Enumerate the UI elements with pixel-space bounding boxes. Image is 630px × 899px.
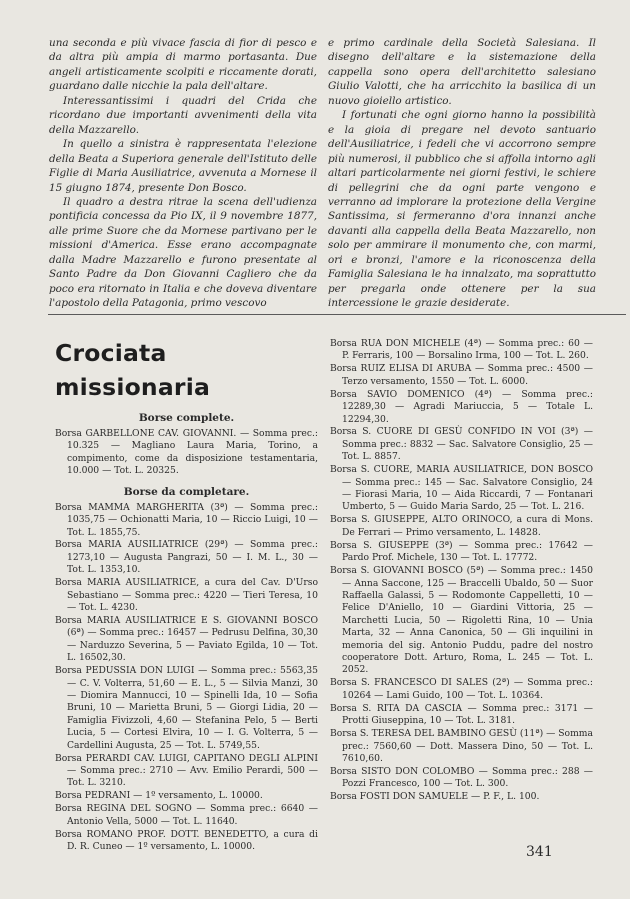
article-continuation-left (49, 36, 317, 311)
section-title: Crociata missionaria (55, 339, 211, 401)
article-paragraph: In quello a sinistra è rappresentata l'elezione della Beata a Superiora generale dell'Istituto delle Figlie di Maria Ausiliatrice, avvenuta a Mornese il 15 giugno 1874, presente Don Bosco. (49, 138, 317, 194)
borsa-entry: Borsa PERARDI CAV. LUIGI, CAPITANO DEGLI ALPINI — Somma prec.: 2710 — Avv. Emilio Perardi, 500 — Tot. L. 3210. (55, 752, 318, 789)
borsa-entry: Borsa S. FRANCESCO DI SALES (2ª) — Somma prec.: 10264 — Lami Guido, 100 — Tot. L. 10364. (330, 677, 593, 701)
section-divider (48, 314, 626, 315)
borsa-entry: Borsa REGINA DEL SOGNO — Somma prec.: 6640 — Antonio Vella, 5000 — Tot. L. 11640. (55, 803, 318, 827)
borsa-entry: Borsa FOSTI DON SAMUELE — P. F., L. 100. (330, 791, 540, 803)
borsa-entry: Borsa S. TERESA DEL BAMBINO GESÙ (11ª) — Somma prec.: 7560,60 — Dott. Massera Dino, 50 — Tot. L. 7610,60. (330, 728, 593, 764)
article-paragraph: I fortunati che ogni giorno hanno la possibilità e la gioia di pregare nel devoto santuario dell'Ausiliatrice, i fedeli che vi accorrono sempre più numerosi, il pubblico che si affolla intorno agli altari particolarmente nei giorni festivi, le schiere di pellegrini che da ogni parte vengono e verranno ad implorare la protezione della Vergine Santissima, si fermeranno d'ora innanzi anche davanti alla cappella della Beata Mazzarello, non solo per ammirare il monumento che, con marmi, ori e bronzi, l'amore e la riconoscenza della Famiglia Salesiana le ha innalzato, ma soprattutto per pregarla onde ottenere per la sua intercessione le grazie desiderate. (328, 109, 596, 310)
borsa-entry: Borsa S. GIUSEPPE (3ª) — Somma prec.: 17642 — Pardo Prof. Michele, 130 — Tot. L. 17772. (330, 539, 593, 564)
borsa-entry: Borsa SAVIO DOMENICO (4ª) — Somma prec.: 12289,30 — Agradi Mariuccia, 5 — Totale L. 12294,30. (330, 388, 593, 425)
article-paragraph: una seconda e più vivace fascia di fior di pesco e da altra più ampia di marmo portasanta. Due angeli artisticamente scolpiti e riccamente dorati, guardano dalle nicchie la pala dell'altare. (49, 37, 317, 93)
borsa-entry: Borsa S. GIOVANNI BOSCO (5ª) — Somma prec.: 1450 — Anna Saccone, 125 — Braccelli Ubaldo, 50 — Suor Raffaella Galassi, 5 — Rodomonte Cappelletti, 10 — Felice D'Aniello, 10 — Giardini Vittoria, 25 — Marchetti Lucia, 50 — Rigoletti Rina, 10 — Unia Marta, 32 — Anna Canonica, 50 — Gli inquilini in memoria del sig. Antonio Puddu, padre del nostro cooperatore Dott. Arturo, Roma, L. 245 — Tot. L. 2052. (330, 565, 593, 676)
borsa-entry: Borsa S. CUORE, MARIA AUSILIATRICE, DON BOSCO — Somma prec.: 145 — Sac. Salvatore Consiglio, 24 — Fiorasi Maria, 10 — Aida Riccardi, 7 — Fontanari Umberto, 5 — Guido Maria Sardo, 25 — Tot. L. 216. (330, 464, 593, 513)
borsa-entry: Borsa MARIA AUSILIATRICE, a cura del Cav. D'Urso Sebastiano — Somma prec.: 4220 — Tieri Teresa, 10 — Tot. L. 4230. (55, 577, 318, 614)
page-number: 341 (526, 844, 553, 860)
borsa-entry: Borsa MAMMA MARGHERITA (3ª) — Somma prec.: 1035,75 — Ochionatti Maria, 10 — Riccio Luigi, 10 — Tot. L. 1855,75. (55, 501, 318, 538)
crociata-left-column (55, 336, 318, 854)
article-paragraph: Interessantissimi i quadri del Crida che ricordano due importanti avvenimenti della vita della Mazzarello. (49, 94, 317, 136)
crociata-right-column (330, 338, 593, 804)
borsa-entry: Borsa MARIA AUSILIATRICE E S. GIOVANNI BOSCO (6ª) — Somma prec.: 16457 — Pedrusu Delfina, 30,30 — Narduzzo Severina, 5 — Paviato Egilda, 10 — Tot. L. 16502,30. (55, 614, 318, 664)
borsa-entry: Borsa RUA DON MICHELE (4ª) — Somma prec.: 60 — P. Ferraris, 100 — Borsalino Irma, 100 — Tot. L. 260. (330, 338, 593, 362)
borsa-entry: Borsa ROMANO PROF. DOTT. BENEDETTO, a cura di D. R. Cuneo — 1º versamento, L. 10000. (55, 828, 318, 853)
borsa-entry: Borsa S. CUORE DI GESÙ CONFIDO IN VOI (3ª) — Somma prec.: 8832 — Sac. Salvatore Consiglio, 25 — Tot. L. 8857. (330, 426, 593, 463)
borsa-entry: Borsa RUIZ ELISA DI ARUBA — Somma prec.: 4500 — Terzo versamento, 1550 — Tot. L. 6000. (330, 363, 593, 387)
borsa-entry: Borsa GARBELLONE CAV. GIOVANNI. — Somma prec.: 10.325 — Magliano Laura Maria, Torino, a compimento, come da disposizione testamentaria, 10.000 — Tot. L. 20325. (55, 428, 318, 477)
article-paragraph: e primo cardinale della Società Salesiana. Il disegno dell'altare e la sistemazione della cappella sono opera dell'architetto salesiano Giulio Valotti, che ha arricchito la basilica di un nuovo gioiello artistico. (328, 37, 596, 107)
borsa-entry: Borsa S. RITA DA CASCIA — Somma prec.: 3171 — Protti Giuseppina, 10 — Tot. L. 3181. (330, 702, 593, 727)
borsa-entry: Borsa PEDRANI — 1º versamento, L. 10000. (55, 790, 263, 802)
borsa-entry: Borsa SISTO DON COLOMBO — Somma prec.: 288 — Pozzi Francesco, 100 — Tot. L. 300. (330, 765, 593, 790)
article-paragraph: Il quadro a destra ritrae la scena dell'udienza pontificia concessa da Pio IX, il 9 novembre 1877, alle prime Suore che da Mornese partivano per le missioni d'America. Esse erano accompagnate dalla Madre Mazzarello e furono presentate al Santo Padre da Don Giovanni Cagliero che da poco era ritornato in Italia e che doveva diventare l'apostolo della Patagonia, primo vescovo (49, 195, 317, 310)
borsa-entry: Borsa PEDUSSIA DON LUIGI — Somma prec.: 5563,35 — C. V. Volterra, 51,60 — E. L., 5 — Silvia Manzi, 30 — Diomira Mannucci, 10 — Spinelli Ida, 10 — Sofia Bruni, 10 — Marietta Bruni, 5 — Giorgi Lidia, 20 — Famiglia Fivizzoli, 4,60 — Stefanina Pelo, 5 — Berti Lucia, 5 — Cortesi Elvira, 10 — I. G. Volterra, 5 — Cardellini Augusta, 25 — Tot. L. 5749,55. (55, 665, 318, 751)
article-continuation-right (328, 36, 596, 311)
incomplete-heading: Borse da completare. (123, 485, 250, 498)
borsa-entry: Borsa S. GIUSEPPE, ALTO ORINOCO, a cura di Mons. De Ferrari — Primo versamento, L. 14828. (330, 514, 593, 538)
borsa-entry: Borsa MARIA AUSILIATRICE (29ª) — Somma prec.: 1273,10 — Augusta Pangrazi, 50 — I. M. L., 30 — Tot. L. 1353,10. (55, 539, 318, 576)
complete-heading: Borse complete. (138, 412, 235, 424)
